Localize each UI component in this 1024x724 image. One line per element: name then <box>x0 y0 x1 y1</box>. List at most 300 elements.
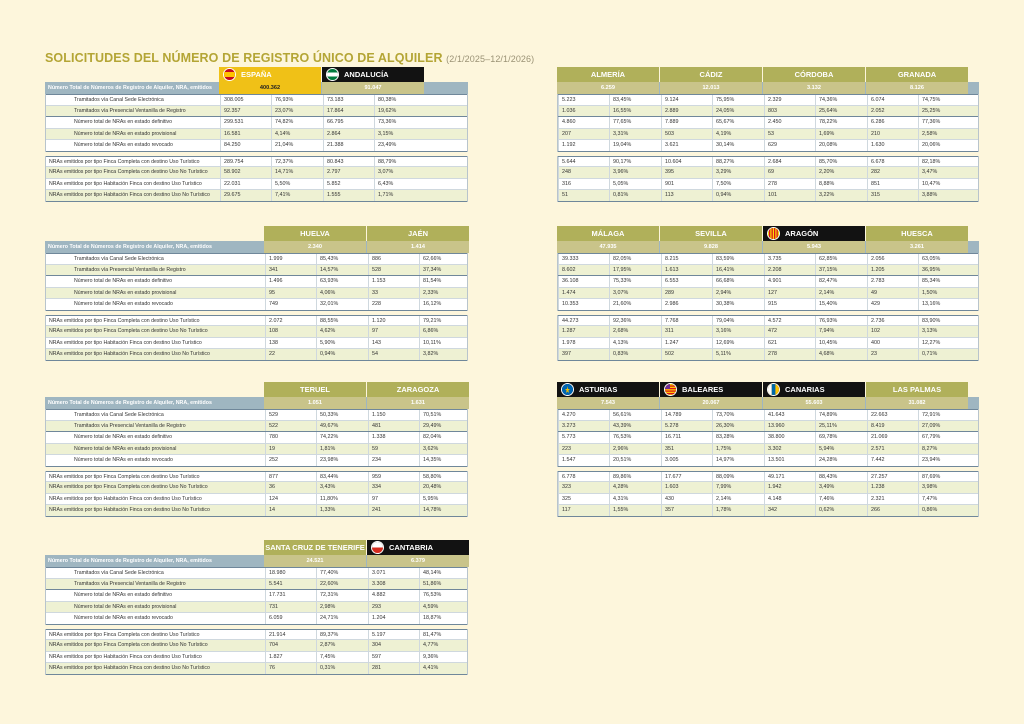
count-value: 21.388 <box>327 142 344 148</box>
percent-value: 4,28% <box>613 484 629 490</box>
total-row <box>45 82 468 94</box>
count-value: 5.278 <box>665 422 679 429</box>
count-value: 886 <box>372 256 381 262</box>
column-divider <box>609 140 610 151</box>
column-divider <box>316 602 317 613</box>
asturias-flag-icon <box>561 383 574 396</box>
percent-value: 0,31% <box>320 665 336 671</box>
region-header <box>660 226 762 241</box>
count-value: 429 <box>871 301 880 307</box>
row-label: Número total de NRAs en estado provisional <box>74 130 177 137</box>
type-table <box>557 315 979 361</box>
table-row <box>558 299 978 311</box>
region-header <box>367 382 469 397</box>
column-divider <box>764 444 765 455</box>
percent-value: 50,33% <box>320 412 339 418</box>
column-divider <box>368 349 369 360</box>
type-table <box>45 629 468 675</box>
count-value: 311 <box>665 328 674 334</box>
count-value: 127 <box>768 289 777 296</box>
count-value: 266 <box>871 507 880 513</box>
row-label: Número total de NRAs en estado definitivo <box>74 119 173 125</box>
count-value: 1.120 <box>372 317 386 324</box>
percent-value: 74,22% <box>320 434 339 440</box>
row-label: Tramitados vía Canal Sede Electrónica <box>74 412 164 418</box>
column-divider <box>661 482 662 493</box>
column-divider <box>558 299 559 310</box>
column-divider <box>220 129 221 140</box>
column-divider <box>265 410 266 420</box>
table-row <box>558 421 978 433</box>
table-row <box>558 315 978 327</box>
percent-value: 76,53% <box>613 434 632 440</box>
column-divider <box>368 338 369 349</box>
total-value: 9.828 <box>660 241 762 253</box>
column-divider <box>419 630 420 640</box>
count-value: 23 <box>871 351 877 357</box>
count-value: 4.901 <box>768 278 782 284</box>
column-divider <box>316 663 317 674</box>
column-divider <box>918 117 919 128</box>
table-row <box>46 613 467 625</box>
count-value: 395 <box>665 169 674 175</box>
count-value: 289.754 <box>224 158 244 165</box>
percent-value: 8,88% <box>819 180 835 187</box>
percent-value: 88,09% <box>716 473 735 480</box>
percent-value: 3,16% <box>716 328 732 334</box>
table-row <box>558 432 978 444</box>
count-value: 80.843 <box>327 158 344 165</box>
count-value: 1.338 <box>372 434 386 440</box>
table-row <box>46 652 467 664</box>
column-divider <box>368 640 369 651</box>
percent-value: 88,43% <box>819 473 838 480</box>
count-value: 8.419 <box>871 422 885 429</box>
percent-value: 15,40% <box>819 301 838 307</box>
block-r4-left <box>45 540 468 675</box>
region-header-row <box>557 382 979 397</box>
block-r1-left <box>45 67 468 202</box>
column-divider <box>764 117 765 128</box>
table-row <box>46 602 467 614</box>
column-divider <box>661 190 662 201</box>
column-divider <box>867 190 868 201</box>
total-label: Número Total de Números de Registro de Alquiler, NRA, emitidos <box>48 558 212 564</box>
title-main: SOLICITUDES DEL NÚMERO DE REGISTRO ÚNICO DE ALQUILER <box>45 51 443 65</box>
count-value: 39.333 <box>562 256 579 262</box>
column-divider <box>558 316 559 326</box>
column-divider <box>815 494 816 505</box>
region-header <box>322 67 424 82</box>
table-row <box>46 421 467 433</box>
count-value: 108 <box>269 328 278 334</box>
total-value: 20.067 <box>660 397 762 409</box>
region-name: SANTA CRUZ DE TENERIFE <box>265 543 365 552</box>
column-divider <box>867 432 868 443</box>
count-value: 1.474 <box>562 289 576 296</box>
percent-value: 4,59% <box>423 603 439 610</box>
andalucia-flag-icon <box>326 68 339 81</box>
column-divider <box>419 326 420 337</box>
region-header <box>557 67 659 82</box>
count-value: 6.778 <box>562 473 576 480</box>
column-divider <box>661 326 662 337</box>
count-value: 4.860 <box>562 119 576 125</box>
column-divider <box>368 590 369 601</box>
column-divider <box>271 167 272 178</box>
column-divider <box>661 140 662 151</box>
column-divider <box>815 455 816 466</box>
row-label: NRAs emitidos por tipo Finca Completa con destino Uso Turístico <box>49 158 200 165</box>
column-divider <box>867 265 868 276</box>
table-row <box>558 409 978 421</box>
column-divider <box>918 179 919 190</box>
column-divider <box>316 432 317 443</box>
column-divider <box>764 455 765 466</box>
column-divider <box>712 157 713 167</box>
column-divider <box>661 288 662 299</box>
count-value: 53 <box>768 130 774 137</box>
column-divider <box>609 494 610 505</box>
column-divider <box>815 472 816 482</box>
table-row <box>558 117 978 129</box>
count-value: 16.581 <box>224 130 241 137</box>
percent-value: 83,28% <box>716 434 735 440</box>
percent-value: 1,50% <box>922 289 938 296</box>
percent-value: 73,36% <box>378 119 397 125</box>
count-value: 325 <box>562 495 571 502</box>
column-divider <box>220 157 221 167</box>
region-header <box>866 226 968 241</box>
column-divider <box>918 505 919 516</box>
total-value: 91.047 <box>322 82 424 94</box>
table-row <box>46 288 467 300</box>
column-divider <box>419 444 420 455</box>
column-divider <box>661 95 662 105</box>
page-title <box>45 51 534 65</box>
region-header-row <box>557 67 979 82</box>
count-value: 14.789 <box>665 412 682 418</box>
percent-value: 80,38% <box>378 97 397 103</box>
percent-value: 7,94% <box>819 328 835 334</box>
baleares-flag-icon <box>664 383 677 396</box>
row-label: Número total de NRAs en estado revocado <box>74 142 173 148</box>
column-divider <box>764 106 765 117</box>
percent-value: 0,62% <box>819 507 835 513</box>
column-divider <box>867 410 868 420</box>
table-row <box>46 117 467 129</box>
count-value: 38.800 <box>768 434 785 440</box>
count-value: 357 <box>665 507 674 513</box>
percent-value: 74,89% <box>819 412 838 418</box>
count-value: 316 <box>562 180 571 187</box>
column-divider <box>918 455 919 466</box>
column-divider <box>265 444 266 455</box>
column-divider <box>609 444 610 455</box>
percent-value: 3,49% <box>819 484 835 490</box>
region-header-row <box>557 226 979 241</box>
column-divider <box>815 179 816 190</box>
count-value: 351 <box>665 445 674 452</box>
column-divider <box>764 129 765 140</box>
count-value: 44.273 <box>562 317 579 324</box>
percent-value: 89,86% <box>613 473 632 480</box>
column-divider <box>764 338 765 349</box>
region-name: JAÉN <box>407 229 428 238</box>
column-divider <box>558 432 559 443</box>
count-value: 18.980 <box>269 570 286 576</box>
count-value: 59 <box>372 445 378 452</box>
column-divider <box>918 299 919 310</box>
column-divider <box>316 444 317 455</box>
percent-value: 1,33% <box>320 507 336 513</box>
table-row <box>46 432 467 444</box>
region-header <box>866 382 968 397</box>
column-divider <box>918 349 919 360</box>
percent-value: 77,40% <box>320 570 339 576</box>
column-divider <box>661 179 662 190</box>
column-divider <box>661 472 662 482</box>
column-divider <box>867 421 868 432</box>
percent-value: 3,22% <box>819 192 835 198</box>
count-value: 315 <box>871 192 880 198</box>
row-label: Número total de NRAs en estado revocado <box>74 301 173 307</box>
table-row <box>46 567 467 579</box>
count-value: 19 <box>269 445 275 452</box>
count-value: 400 <box>871 339 880 346</box>
count-value: 2.072 <box>269 317 283 324</box>
column-divider <box>265 421 266 432</box>
count-value: 5.852 <box>327 180 341 187</box>
column-divider <box>558 472 559 482</box>
column-divider <box>867 167 868 178</box>
percent-value: 85,70% <box>819 158 838 165</box>
table-row <box>46 482 467 494</box>
column-divider <box>815 326 816 337</box>
column-divider <box>558 349 559 360</box>
column-divider <box>815 288 816 299</box>
percent-value: 5,05% <box>613 180 629 187</box>
percent-value: 1,78% <box>716 507 732 513</box>
column-divider <box>419 410 420 420</box>
column-divider <box>368 288 369 299</box>
table-row <box>558 140 978 152</box>
column-divider <box>609 276 610 287</box>
column-divider <box>918 494 919 505</box>
percent-value: 29,49% <box>423 422 442 429</box>
percent-value: 73,70% <box>716 412 735 418</box>
count-value: 17.864 <box>327 107 344 114</box>
row-label: NRAs emitidos por tipo Finca Completa con destino Uso Turístico <box>49 317 200 324</box>
count-value: 36 <box>269 484 275 490</box>
percent-value: 76,53% <box>423 592 442 598</box>
column-divider <box>867 472 868 482</box>
column-divider <box>323 129 324 140</box>
total-value: 400.362 <box>219 82 321 94</box>
column-divider <box>558 505 559 516</box>
column-divider <box>712 179 713 190</box>
count-value: 704 <box>269 642 278 648</box>
percent-value: 82,47% <box>819 278 838 284</box>
region-header <box>557 382 659 397</box>
column-divider <box>558 106 559 117</box>
column-divider <box>419 432 420 443</box>
column-divider <box>419 602 420 613</box>
count-value: 1.150 <box>372 412 386 418</box>
column-divider <box>316 472 317 482</box>
total-value: 1.051 <box>264 397 366 409</box>
column-divider <box>374 95 375 105</box>
table-row <box>46 167 467 179</box>
column-divider <box>323 140 324 151</box>
column-divider <box>316 316 317 326</box>
column-divider <box>265 299 266 310</box>
column-divider <box>815 338 816 349</box>
column-divider <box>558 95 559 105</box>
region-name: SEVILLA <box>695 229 727 238</box>
column-divider <box>316 288 317 299</box>
column-divider <box>265 640 266 651</box>
percent-value: 4,13% <box>613 339 629 346</box>
count-value: 2.736 <box>871 317 885 324</box>
count-value: 2.571 <box>871 445 885 452</box>
percent-value: 72,31% <box>320 592 339 598</box>
column-divider <box>815 129 816 140</box>
count-value: 1.036 <box>562 107 576 114</box>
column-divider <box>368 482 369 493</box>
percent-value: 7,45% <box>320 653 336 660</box>
column-divider <box>558 494 559 505</box>
column-divider <box>368 444 369 455</box>
percent-value: 7,50% <box>716 180 732 187</box>
percent-value: 3,98% <box>922 484 938 490</box>
count-value: 36.108 <box>562 278 579 284</box>
table-row <box>558 288 978 300</box>
column-divider <box>918 410 919 420</box>
column-divider <box>419 613 420 624</box>
column-divider <box>265 288 266 299</box>
column-divider <box>558 482 559 493</box>
column-divider <box>265 265 266 276</box>
percent-value: 20,08% <box>819 142 838 148</box>
column-divider <box>265 482 266 493</box>
count-value: 1.630 <box>871 142 885 148</box>
percent-value: 66,68% <box>716 278 735 284</box>
status-table <box>557 409 979 467</box>
count-value: 1.999 <box>269 256 283 262</box>
column-divider <box>419 455 420 466</box>
column-divider <box>374 190 375 201</box>
region-header <box>367 226 469 241</box>
column-divider <box>558 288 559 299</box>
column-divider <box>368 316 369 326</box>
percent-value: 0,71% <box>922 351 938 357</box>
count-value: 1.205 <box>871 266 885 273</box>
column-divider <box>419 338 420 349</box>
column-divider <box>867 106 868 117</box>
region-header <box>763 382 865 397</box>
column-divider <box>712 410 713 420</box>
count-value: 33 <box>372 289 378 296</box>
column-divider <box>764 349 765 360</box>
column-divider <box>368 265 369 276</box>
column-divider <box>265 568 266 578</box>
count-value: 223 <box>562 445 571 452</box>
count-value: 308.005 <box>224 97 244 103</box>
column-divider <box>419 663 420 674</box>
table-row <box>558 167 978 179</box>
row-label: NRAs emitidos por tipo Finca Completa con destino Uso Turístico <box>49 631 200 638</box>
column-divider <box>712 472 713 482</box>
row-label: NRAs emitidos por tipo Habitación Finca con destino Uso No Turístico <box>49 507 210 513</box>
column-divider <box>419 494 420 505</box>
table-row <box>558 276 978 288</box>
count-value: 51 <box>562 192 568 198</box>
percent-value: 19,62% <box>378 107 397 114</box>
column-divider <box>419 640 420 651</box>
column-divider <box>265 326 266 337</box>
column-divider <box>764 472 765 482</box>
region-header <box>219 67 321 82</box>
column-divider <box>867 288 868 299</box>
count-value: 1.192 <box>562 142 576 148</box>
percent-value: 51,86% <box>423 580 442 587</box>
column-divider <box>265 316 266 326</box>
percent-value: 92,36% <box>613 317 632 324</box>
region-header <box>557 226 659 241</box>
column-divider <box>368 299 369 310</box>
count-value: 138 <box>269 339 278 346</box>
row-label: Número total de NRAs en estado definitivo <box>74 278 173 284</box>
count-value: 17.677 <box>665 473 682 480</box>
percent-value: 5,94% <box>819 445 835 452</box>
count-value: 6.553 <box>665 278 679 284</box>
percent-value: 22,60% <box>320 580 339 587</box>
column-divider <box>265 590 266 601</box>
percent-value: 2,14% <box>716 495 732 502</box>
column-divider <box>558 421 559 432</box>
column-divider <box>918 129 919 140</box>
percent-value: 14,57% <box>320 266 339 273</box>
column-divider <box>764 326 765 337</box>
column-divider <box>609 95 610 105</box>
column-divider <box>815 349 816 360</box>
percent-value: 78,22% <box>819 119 838 125</box>
percent-value: 10,45% <box>819 339 838 346</box>
column-divider <box>316 494 317 505</box>
percent-value: 2,58% <box>922 130 938 137</box>
block-r2-right <box>557 226 979 361</box>
count-value: 2.797 <box>327 169 341 175</box>
column-divider <box>419 505 420 516</box>
table-row <box>558 494 978 506</box>
column-divider <box>712 106 713 117</box>
column-divider <box>323 167 324 178</box>
total-value: 55.603 <box>763 397 865 409</box>
percent-value: 2,68% <box>613 328 629 334</box>
row-label: Número total de NRAs en estado definitivo <box>74 434 173 440</box>
count-value: 334 <box>372 484 381 490</box>
column-divider <box>374 179 375 190</box>
table-row <box>46 106 467 118</box>
percent-value: 4,77% <box>423 642 439 648</box>
column-divider <box>918 95 919 105</box>
column-divider <box>661 432 662 443</box>
count-value: 29.675 <box>224 192 241 198</box>
count-value: 14 <box>269 507 275 513</box>
column-divider <box>815 265 816 276</box>
percent-value: 0,81% <box>613 192 629 198</box>
